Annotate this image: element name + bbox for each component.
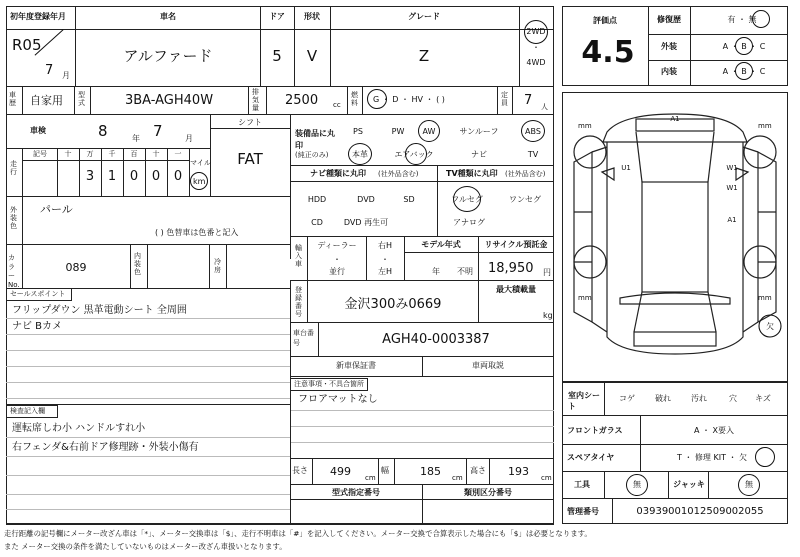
warranty-new-car: 新車保証書 (336, 361, 376, 370)
recycle-yen: 円 (543, 268, 551, 277)
height-unit: cm (541, 474, 552, 482)
seat-koge: コゲ (619, 394, 635, 403)
repair-none-circle (752, 10, 770, 28)
spare-ketsu-circle (755, 447, 775, 467)
displacement-unit: cc (333, 101, 341, 109)
spare-label: スペアタイヤ (567, 453, 615, 462)
diagram-mark-u1: U1 (621, 164, 631, 172)
diagram-mark-a1-top: A1 (670, 115, 680, 123)
equip-airbag: エアバック (394, 150, 434, 159)
model-year-label: モデル年式 (421, 240, 461, 249)
tv-type-label: TV種類に丸印 (446, 169, 498, 178)
model-label: 車名 (160, 12, 176, 21)
equipment-label: 装備品に丸印 (295, 129, 335, 150)
score-label: 評価点 (593, 16, 617, 25)
model-year-unknown: 不明 (457, 267, 473, 276)
mileage-col-4: 百 (130, 150, 138, 158)
tv-type-sub: (社外品含む) (505, 170, 546, 178)
navi-hdd: HDD (307, 195, 327, 204)
mileage-km: km (193, 177, 206, 186)
equip-ps: PS (353, 127, 363, 136)
height-value: 193 (508, 465, 529, 478)
score-value: 4.5 (581, 35, 635, 70)
type-spec-label: 型式指定番号 (332, 488, 380, 497)
drive-4wd: 4WD (526, 58, 546, 67)
reg-year-label: 初年度登録年月 (10, 12, 66, 21)
import-dot2: ・ (381, 255, 389, 264)
equip-sunroof: サンルーフ (459, 127, 499, 136)
model-year-unit: 年 (432, 267, 440, 276)
inspector-line1: 運転席しわ小 ハンドルすれ小 (12, 423, 146, 434)
interior-b-circle (735, 62, 753, 80)
car-diagram (562, 92, 788, 382)
equip-pw: PW (391, 127, 405, 136)
mileage-col-6: 一 (174, 150, 182, 158)
inspection-month-unit: 月 (185, 134, 193, 143)
color-no-value: 089 (65, 261, 87, 274)
color-value: パール (40, 203, 73, 216)
windshield-label: フロントガラス (567, 426, 623, 435)
tools-value: 無 (633, 480, 641, 489)
navi-type-sub: (社外品含む) (378, 170, 419, 178)
grade-label: グレード (408, 12, 440, 21)
width-value: 185 (420, 465, 441, 478)
import-rh: 右H (377, 241, 393, 250)
capacity-unit: 人 (541, 103, 548, 111)
color-note: ( ) 色替車は色番と記入 (155, 228, 239, 237)
import-dealer: ディーラー (317, 241, 357, 250)
capacity-label: 定員 (501, 91, 508, 107)
recycle-label: リサイクル預託金 (484, 240, 548, 249)
registration-value: 金沢300み0669 (344, 297, 442, 312)
equip-leather: 本革 (352, 150, 368, 159)
width-label: 幅 (381, 466, 389, 475)
mileage-digit-3: 0 (129, 169, 139, 184)
repair-label: 修復歴 (657, 15, 681, 24)
load-label: 最大積載量 (496, 285, 536, 294)
footer-line1: 走行距離の記号欄にメーター改ざん車は「*」、メーター交換車は「$」、走行不明車は「#」を記入してください。メーター交換で合算表示した場合にも「$」は必要となります。 (4, 529, 592, 538)
seat-kizu: キズ (755, 394, 771, 403)
interior-seat-label: 室内シート (568, 391, 600, 411)
displacement-value: 2500 (285, 93, 319, 108)
navi-type-label: ナビ種類に丸印 (310, 169, 366, 178)
mgmt-value: 03939001012509002055 (636, 506, 764, 517)
navi-dvd: DVD (357, 195, 375, 204)
inspection-year-unit: 年 (132, 134, 140, 143)
diagram-mm-2: mm (758, 122, 772, 130)
equip-abs: ABS (525, 127, 541, 136)
color-no-label: カラーNo. (8, 254, 20, 289)
seat-yogore: 汚れ (691, 394, 707, 403)
diagram-ketsu: 欠 (766, 322, 774, 331)
exterior-label: 外装 (661, 42, 677, 51)
load-unit: kg (543, 311, 553, 320)
reg-month: 7 (45, 63, 54, 78)
repair-options: 有 ・ 無 (727, 15, 757, 24)
drive-sep: ・ (532, 43, 540, 52)
import-label: 輸入車 (295, 244, 302, 268)
diagram-mark-w1-b: W1 (726, 184, 738, 192)
shape-value: V (306, 47, 318, 65)
tv-analog: アナログ (453, 218, 485, 227)
diagram-mm-3: mm (578, 294, 592, 302)
equip-tv: TV (527, 150, 539, 159)
length-label: 長さ (292, 466, 308, 475)
sales-line1: フリップダウン 黒革電動シート 全周囲 (12, 305, 187, 316)
interior-label: 内装 (661, 67, 677, 76)
mileage-digit-4: 0 (151, 169, 161, 184)
aircon-label: 冷房 (214, 258, 221, 274)
type-value: 3BA-AGH40W (124, 93, 214, 108)
diagram-mm-4: mm (758, 294, 772, 302)
grade-value: Z (418, 47, 430, 65)
interior-options: A ・ B ・ C (722, 67, 766, 76)
exterior-b-circle (735, 37, 753, 55)
sales-label: セールスポイント (10, 290, 66, 298)
usage-label: 車歴 (9, 91, 16, 107)
navi-sd: SD (403, 195, 415, 204)
import-parallel: 並行 (329, 267, 345, 276)
equip-aw: AW (422, 127, 436, 136)
import-dot: ・ (333, 255, 341, 264)
interior-color-label: 内装色 (134, 252, 141, 276)
fuel-options: G ・ D ・ HV ・ ( ) (373, 95, 445, 104)
sales-line2: ナビ Bカメ (12, 321, 63, 332)
inspection-label: 車検 (30, 126, 46, 135)
drive-2wd: 2WD (526, 27, 546, 36)
inspection-year: 8 (98, 122, 108, 140)
tv-fullseg: フルセグ (451, 195, 483, 204)
capacity-value: 7 (524, 93, 533, 108)
jack-value: 無 (745, 480, 753, 489)
diagram-mm-1: mm (578, 122, 592, 130)
reg-era: R05 (12, 36, 42, 54)
shift-label: シフト (238, 118, 262, 127)
usage-value: 自家用 (30, 94, 63, 107)
tools-label: 工具 (574, 480, 590, 489)
displacement-label: 排気量 (252, 88, 259, 112)
exterior-options: A ・ B ・ C (722, 42, 766, 51)
footer-line2: また メーター交換の条件を満たしていないものはメーター改ざん車扱いとなります。 (4, 542, 287, 551)
mileage-kigou-label: 記号 (33, 150, 47, 158)
tv-oneseg: ワンセグ (509, 195, 541, 204)
equip-navi: ナビ (471, 150, 487, 159)
model-name: アルファード (123, 47, 213, 65)
mileage-col-5: 十 (152, 150, 160, 158)
notes-label: 注意事項・不具合箇所 (294, 380, 364, 388)
mileage-label: 走行 (10, 160, 17, 176)
height-label: 高さ (470, 466, 486, 475)
length-value: 499 (330, 465, 351, 478)
diagram-mark-a1-side: A1 (727, 216, 737, 224)
seat-ana: 穴 (729, 394, 737, 403)
door-label: ドア (269, 12, 285, 21)
warranty-manual: 車両取説 (472, 361, 504, 370)
chassis-value: AGH40-0003387 (382, 332, 490, 347)
notes-value: フロアマットなし (298, 394, 378, 405)
length-unit: cm (365, 474, 376, 482)
reg-month-unit: 月 (62, 71, 70, 80)
recycle-value: 18,950 (488, 261, 534, 276)
type-label: 型式 (78, 91, 85, 107)
mileage-digit-5: 0 (173, 169, 183, 184)
jack-label: ジャッキ (673, 480, 705, 489)
mileage-mile: マイル (190, 159, 211, 167)
mileage-col-1: 十 (64, 150, 72, 158)
chassis-label: 車台番号 (293, 329, 314, 347)
mileage-col-3: 千 (108, 150, 116, 158)
inspection-month: 7 (153, 122, 163, 140)
mileage-digit-1: 3 (85, 169, 95, 184)
inspector-line2: 右フェンダ&右前ドア修理跡・外装小傷有 (12, 442, 199, 453)
navi-cd: CD (311, 218, 323, 227)
mileage-col-2: 万 (86, 150, 94, 158)
windshield-options: A ・ X要入 (693, 426, 735, 435)
equipment-sub: (純正のみ) (295, 151, 329, 159)
mgmt-label: 管理番号 (567, 507, 599, 516)
spare-options: T ・ 修理 KIT ・ 欠 (676, 453, 748, 462)
mileage-digit-2: 1 (107, 169, 117, 184)
navi-dvd-play: DVD 再生可 (343, 218, 389, 227)
class-label: 類別区分番号 (464, 488, 512, 497)
diagram-mark-w1-a: W1 (726, 164, 738, 172)
color-label: 外装色 (10, 206, 17, 230)
fuel-label: 燃料 (351, 91, 358, 107)
shift-value: FAT (237, 150, 263, 168)
width-unit: cm (452, 474, 463, 482)
doors-value: 5 (272, 47, 282, 65)
seat-yabure: 破れ (655, 394, 671, 403)
registration-label: 登録番号 (295, 286, 302, 318)
shape-label: 形状 (304, 12, 320, 21)
import-lh: 左H (377, 267, 393, 276)
inspector-label: 検査記入欄 (10, 407, 45, 415)
